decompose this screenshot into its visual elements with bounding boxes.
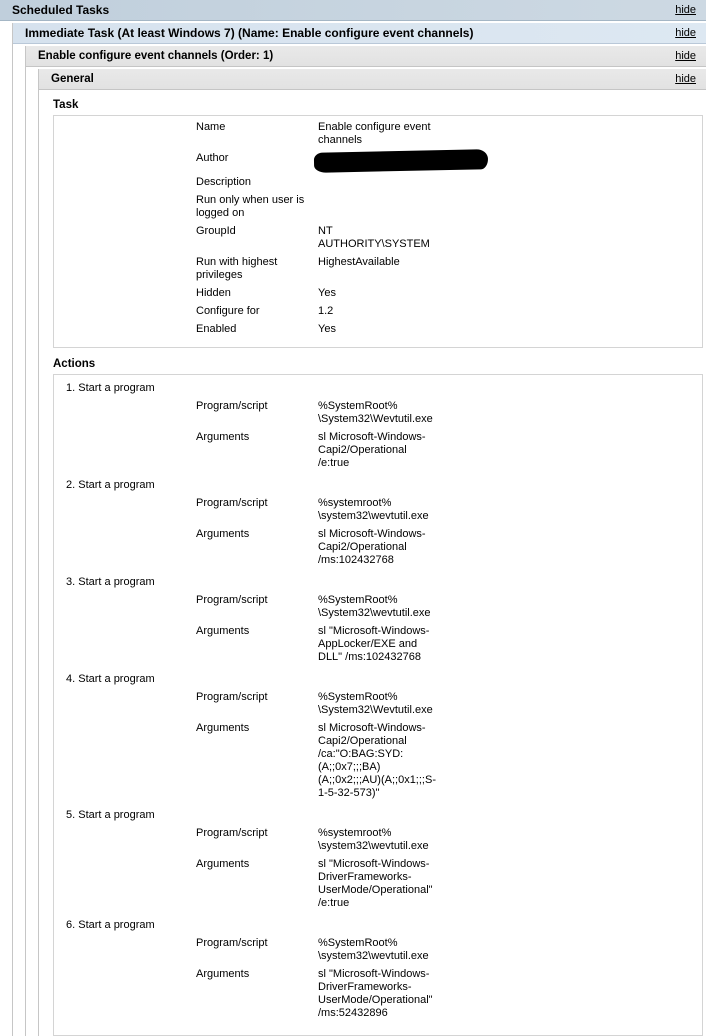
property-label: Configure for <box>196 305 260 317</box>
property-value: %SystemRoot%\System32\Wevtutil.exe <box>318 691 433 716</box>
property-value: NT AUTHORITY\SYSTEM <box>318 225 430 250</box>
property-label: Arguments <box>196 968 250 980</box>
property-label: GroupId <box>196 225 236 237</box>
property-value: Yes <box>318 323 336 335</box>
table-row <box>54 968 702 1020</box>
property-value: %SystemRoot%\System32\wevtutil.exe <box>318 594 431 619</box>
table-row <box>54 827 702 853</box>
section-container-general <box>38 69 706 1036</box>
action-title: 1. Start a program <box>66 382 155 394</box>
table-row-highest-privileges <box>54 256 702 282</box>
table-row-name <box>54 121 702 147</box>
actions-heading: Actions <box>53 358 96 370</box>
property-label: Name <box>196 121 226 133</box>
property-value: sl "Microsoft-Windows-DriverFrameworks-UserMode/Operational" /ms:52432896 <box>318 968 433 1019</box>
general-content <box>39 92 706 1036</box>
table-row-description <box>54 176 702 189</box>
table-row-configure-for <box>54 305 702 318</box>
property-label: Arguments <box>196 625 250 637</box>
action-title: 6. Start a program <box>66 919 155 931</box>
section-header-task-instance <box>26 46 706 67</box>
action-item-6 <box>54 919 702 1020</box>
section-title: Scheduled Tasks <box>12 3 110 17</box>
table-row <box>54 497 702 523</box>
table-row-logon-type <box>54 194 702 220</box>
property-label: Program/script <box>196 400 268 412</box>
table-row <box>54 528 702 567</box>
property-value: Enable configure event channels <box>318 121 431 146</box>
section-container-immediate-task <box>12 23 706 1036</box>
hide-link[interactable]: hide <box>675 73 696 85</box>
property-label: Program/script <box>196 594 268 606</box>
property-label: Arguments <box>196 431 250 443</box>
hide-link[interactable]: hide <box>675 4 696 16</box>
property-value: sl "Microsoft-Windows-AppLocker/EXE and DLL" /ms:102432768 <box>318 625 430 663</box>
table-row <box>54 594 702 620</box>
action-title: 3. Start a program <box>66 576 155 588</box>
property-label: Enabled <box>196 323 237 335</box>
property-label: Program/script <box>196 827 268 839</box>
table-row-groupid <box>54 225 702 251</box>
section-title: Immediate Task (At least Windows 7) (Name: Enable configure event channels) <box>25 26 474 40</box>
section-container-task-instance <box>25 46 706 1036</box>
section-header-scheduled-tasks <box>0 0 706 21</box>
property-label: Run only when user is logged on <box>196 194 305 219</box>
property-label: Description <box>196 176 252 188</box>
action-item-2 <box>54 479 702 567</box>
table-row-author <box>54 152 702 171</box>
property-value: %systemroot%\system32\wevtutil.exe <box>318 497 429 522</box>
table-row-hidden <box>54 287 702 300</box>
property-label: Program/script <box>196 691 268 703</box>
hide-link[interactable]: hide <box>675 27 696 39</box>
action-item-4 <box>54 673 702 800</box>
table-row <box>54 937 702 963</box>
property-value <box>318 176 438 189</box>
property-label: Hidden <box>196 287 231 299</box>
property-label: Arguments <box>196 858 250 870</box>
action-title: 2. Start a program <box>66 479 155 491</box>
property-label: Author <box>196 152 229 164</box>
property-value: %systemroot%\system32\wevtutil.exe <box>318 827 429 852</box>
action-title: 4. Start a program <box>66 673 155 685</box>
property-value <box>318 194 438 220</box>
property-value: 1.2 <box>318 305 334 317</box>
property-value: sl "Microsoft-Windows-DriverFrameworks-UserMode/Operational" /e:true <box>318 858 433 909</box>
property-label: Arguments <box>196 528 250 540</box>
action-item-1 <box>54 382 702 470</box>
property-value: sl Microsoft-Windows-Capi2/Operational /e:true <box>318 431 426 469</box>
property-label: Program/script <box>196 937 268 949</box>
property-value: HighestAvailable <box>318 256 400 268</box>
table-row <box>54 722 702 800</box>
action-item-5 <box>54 809 702 910</box>
property-value: Yes <box>318 287 336 299</box>
table-row <box>54 691 702 717</box>
task-properties-table <box>53 115 703 348</box>
task-heading: Task <box>53 99 79 111</box>
property-value: %SystemRoot%\System32\Wevtutil.exe <box>318 400 433 425</box>
hide-link[interactable]: hide <box>675 50 696 62</box>
section-header-general <box>39 69 706 90</box>
action-item-3 <box>54 576 702 664</box>
property-value <box>318 152 438 171</box>
action-title: 5. Start a program <box>66 809 155 821</box>
redaction-scribble <box>314 149 488 173</box>
property-value: sl Microsoft-Windows-Capi2/Operational /ms:102432768 <box>318 528 426 566</box>
table-row-enabled <box>54 323 702 336</box>
table-row <box>54 858 702 910</box>
property-value: %SystemRoot%\system32\wevtutil.exe <box>318 937 429 962</box>
actions-table <box>53 374 703 1036</box>
property-label: Run with highest privileges <box>196 256 278 281</box>
section-title: General <box>51 73 94 85</box>
table-row <box>54 625 702 664</box>
property-label: Program/script <box>196 497 268 509</box>
property-value: sl Microsoft-Windows-Capi2/Operational /ca:"O:BAG:SYD:(A;;0x7;;;BA)(A;;0x2;;;AU)(A;;0x1;;;S-1-5-32-573)" <box>318 722 436 799</box>
table-row <box>54 431 702 470</box>
table-row <box>54 400 702 426</box>
section-title: Enable configure event channels (Order: 1) <box>38 50 274 62</box>
section-header-immediate-task <box>13 23 706 44</box>
property-label: Arguments <box>196 722 250 734</box>
